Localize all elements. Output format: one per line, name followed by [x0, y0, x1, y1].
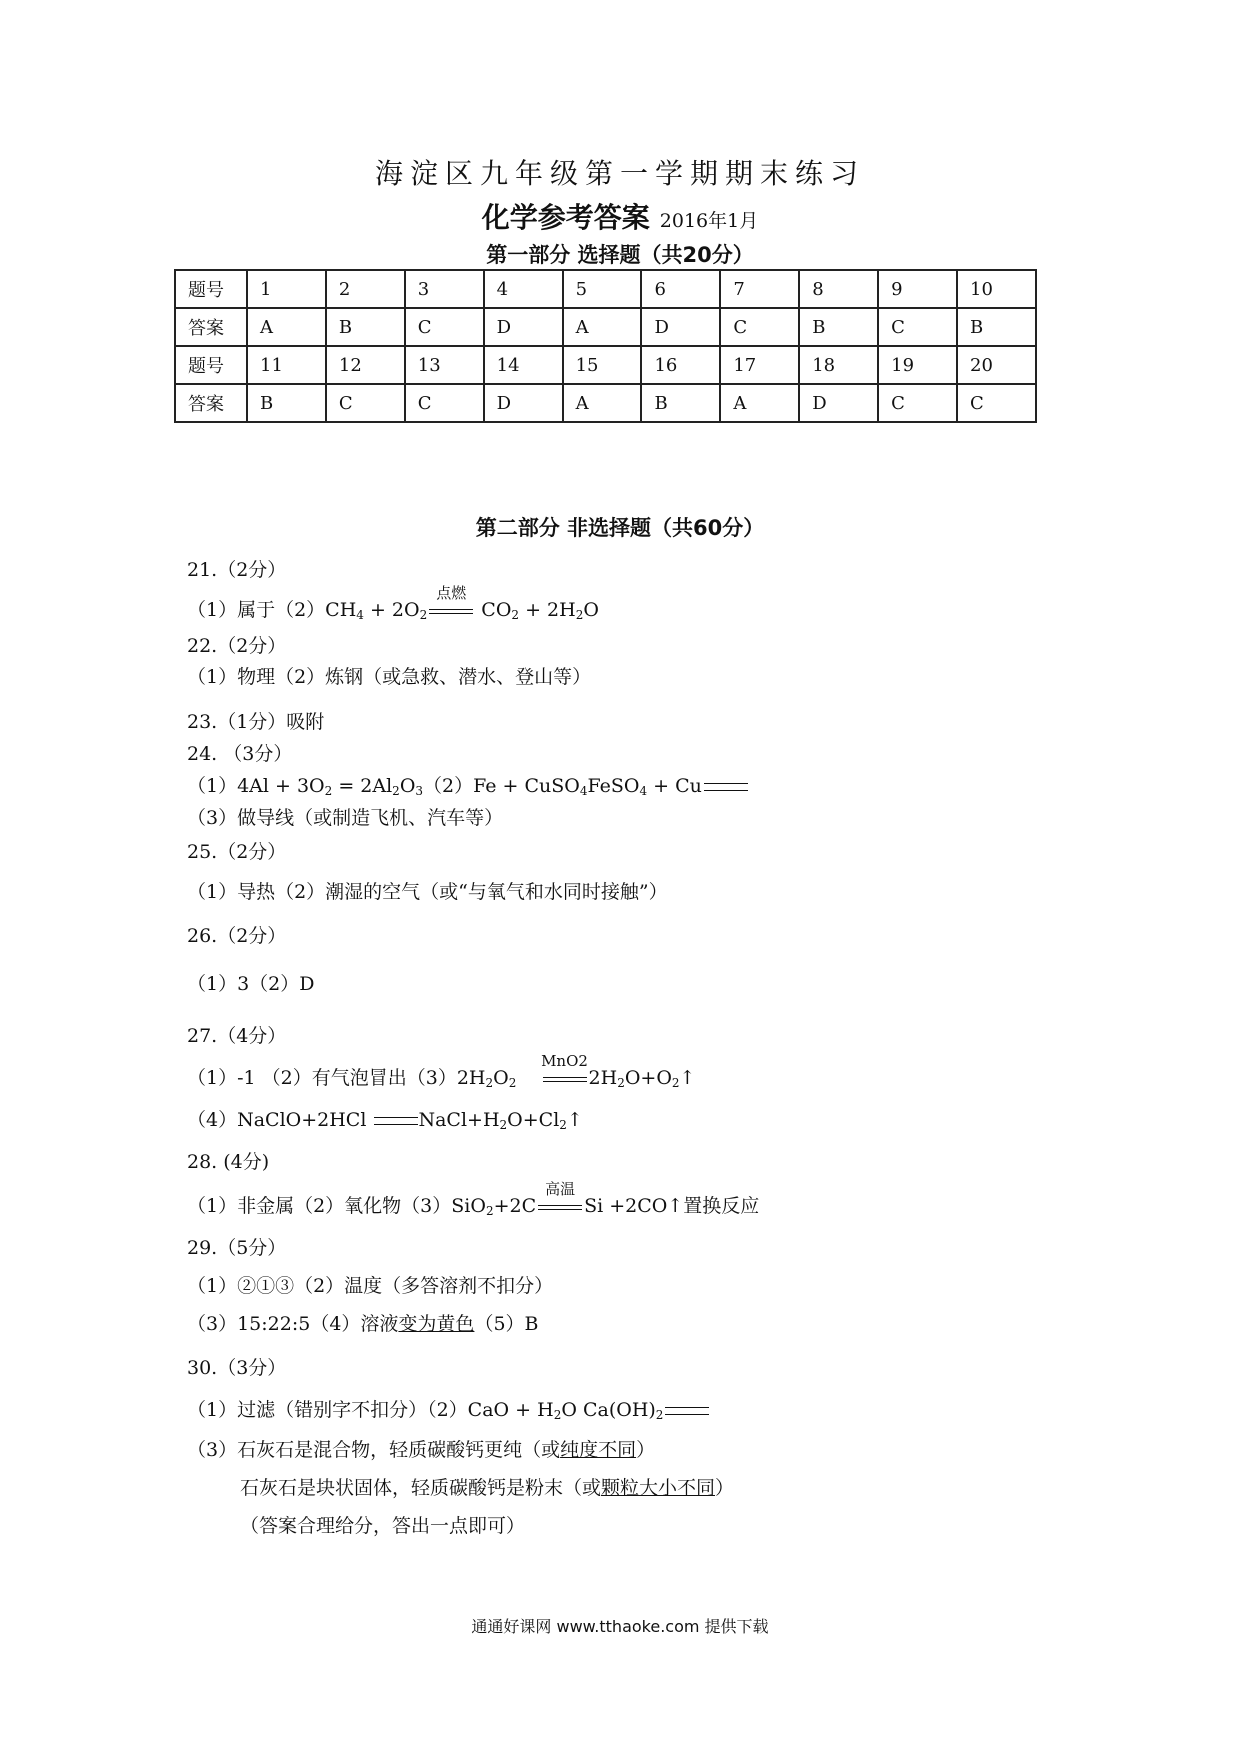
part2-heading: 第二部分 非选择题（共60分）	[475, 516, 765, 540]
table-row	[175, 384, 1036, 422]
q27-answer-2: （4）NaClO+2HCl $NaCl+H_2O+Cl_2↑$	[187, 1109, 583, 1132]
q27-answer-1: （1）-1 （2）有气泡冒出$(3)2H_2O_2$ MnO2 $2H_2O+O_2↑$	[187, 1052, 696, 1090]
q30-answer-3: 石灰石是块状固体，轻质碳酸钙是粉末（或颗粒大小不同）	[240, 1477, 735, 1499]
q28-answer: （1）非金属（2）氧化物（3）SiO$_2$+2C 高温 Si +2CO↑置换反应	[187, 1180, 760, 1218]
table-cell: A	[563, 384, 642, 422]
table-cell: 12	[326, 346, 405, 384]
table-cell: C	[957, 384, 1036, 422]
table-cell: 16	[641, 346, 720, 384]
table-cell: A	[720, 384, 799, 422]
table-cell: C	[878, 384, 957, 422]
table-cell: 9	[878, 270, 957, 308]
reaction-condition: MnO2	[541, 1067, 589, 1091]
table-cell: 18	[799, 346, 878, 384]
table-cell: C	[405, 384, 484, 422]
q24-answer-1: $(1)4Al + 3O_2 = 2Al_2O_3(2)Fe$ + CuSO$_4$FeSO$_4$ + Cu	[187, 774, 748, 803]
table-row-header: 题号	[175, 270, 247, 308]
table-cell: 10	[957, 270, 1036, 308]
q29-answer-2: （3）15:22:5（4）溶液变为黄色（5）B	[187, 1313, 539, 1335]
table-cell: 11	[247, 346, 326, 384]
q30-answer-2: （3）石灰石是混合物，轻质碳酸钙更纯（或纯度不同）	[187, 1439, 656, 1461]
table-cell: C	[405, 308, 484, 346]
table-row-header: 题号	[175, 346, 247, 384]
q25-label: 25.（2分）	[187, 841, 287, 863]
table-cell: 6	[641, 270, 720, 308]
q21-answer: （1）属于$(2)CH_4 + 2O_2$ 点燃 $CO_2 + 2H_2O$	[187, 584, 599, 622]
reaction-condition: 高温	[536, 1195, 584, 1219]
subtitle-row	[0, 196, 1240, 236]
q22-answer: （1）物理（2）炼钢（或急救、潜水、登山等）	[187, 666, 592, 688]
q30-answer-4: （答案合理给分，答出一点即可）	[240, 1515, 526, 1537]
multiple-choice-answer-table	[174, 269, 1037, 423]
table-cell: 2	[326, 270, 405, 308]
q25-answer: （1）导热（2）潮湿的空气（或“与氧气和水同时接触”）	[187, 881, 668, 903]
table-cell: 15	[563, 346, 642, 384]
table-cell: 5	[563, 270, 642, 308]
q30-answer-1: （1）过滤（错别字不扣分）$(2)CaO + H_2O$ $Ca(OH)_2$	[187, 1398, 709, 1427]
table-cell: D	[641, 308, 720, 346]
table-cell: B	[957, 308, 1036, 346]
table-cell: 13	[405, 346, 484, 384]
q28-label: 28. (4分)	[187, 1151, 270, 1173]
table-row	[175, 308, 1036, 346]
table-cell: 7	[720, 270, 799, 308]
q23-answer: 23.（1分）吸附	[187, 711, 325, 733]
part1-heading: 第一部分 选择题（共20分）	[486, 243, 754, 267]
table-cell: B	[799, 308, 878, 346]
exam-date: 2016年1月	[659, 210, 759, 232]
table-cell: A	[247, 308, 326, 346]
q29-answer-1: （1）②①③（2）温度（多答溶剂不扣分）	[187, 1275, 554, 1297]
table-row	[175, 346, 1036, 384]
table-cell: 3	[405, 270, 484, 308]
table-cell: D	[484, 308, 563, 346]
reaction-condition: 点燃	[427, 599, 475, 623]
equals-sign	[665, 1407, 709, 1415]
table-cell: C	[326, 384, 405, 422]
q26-label: 26.（2分）	[187, 925, 287, 947]
q26-answer: （1）3（2）D	[187, 973, 315, 995]
table-cell: B	[247, 384, 326, 422]
table-cell: B	[326, 308, 405, 346]
table-cell: B	[641, 384, 720, 422]
equals-sign	[704, 783, 748, 791]
table-row-header: 答案	[175, 384, 247, 422]
page-subtitle: 化学参考答案	[481, 201, 650, 234]
q27-label: 27.（4分）	[187, 1025, 287, 1047]
q21-label: 21.（2分）	[187, 559, 287, 581]
table-row	[175, 270, 1036, 308]
table-cell: 4	[484, 270, 563, 308]
footer-credit: 通通好课网 www.tthaoke.com 提供下载	[471, 1617, 769, 1636]
table-row-header: 答案	[175, 308, 247, 346]
table-cell: 1	[247, 270, 326, 308]
table-cell: 14	[484, 346, 563, 384]
q22-label: 22.（2分）	[187, 635, 287, 657]
table-cell: 20	[957, 346, 1036, 384]
page-title: 海淀区九年级第一学期期末练习	[374, 157, 865, 190]
table-cell: D	[799, 384, 878, 422]
table-cell: C	[878, 308, 957, 346]
table-cell: 17	[720, 346, 799, 384]
table-cell: 19	[878, 346, 957, 384]
q29-label: 29.（5分）	[187, 1237, 287, 1259]
table-cell: 8	[799, 270, 878, 308]
table-cell: A	[563, 308, 642, 346]
q24-answer-2: （3）做导线（或制造飞机、汽车等）	[187, 807, 504, 829]
table-cell: C	[720, 308, 799, 346]
q30-label: 30.（3分）	[187, 1357, 287, 1379]
table-cell: D	[484, 384, 563, 422]
q24-label: 24. （3分）	[187, 743, 293, 765]
equals-sign	[374, 1117, 418, 1125]
